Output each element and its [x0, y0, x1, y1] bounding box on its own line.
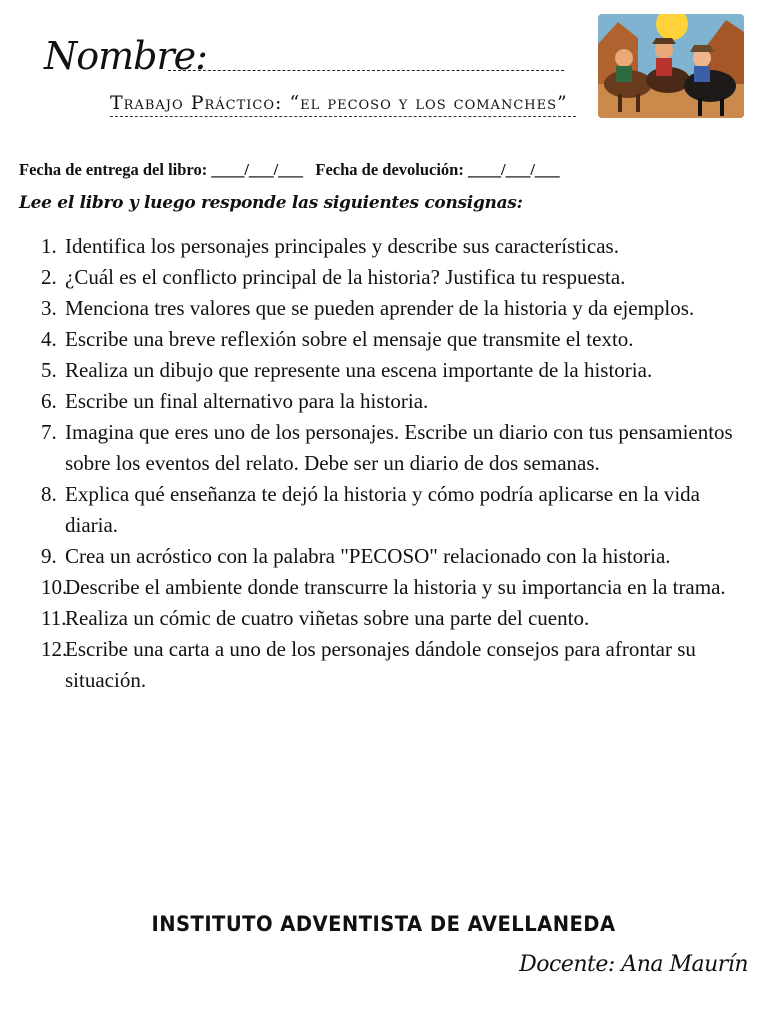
- worksheet-title: Trabajo Práctico: “el pecoso y los comanches”: [110, 92, 568, 114]
- list-item: [0, 572, 768, 603]
- item-text: Realiza un dibujo que represente una escena importante de la historia.: [65, 358, 653, 382]
- name-blank-line[interactable]: [168, 70, 564, 71]
- list-item: [0, 324, 768, 355]
- list-item: [0, 355, 768, 386]
- item-number: 5.: [41, 358, 57, 382]
- item-number: 1.: [41, 234, 57, 258]
- item-number: 10.: [41, 575, 68, 599]
- questions-list: [0, 231, 768, 696]
- school-name: [0, 912, 768, 936]
- item-text: Escribe una carta a uno de los personajes dándole consejos para afrontar su situación.: [65, 637, 696, 692]
- item-text: ¿Cuál es el conflicto principal de la historia? Justifica tu respuesta.: [65, 265, 626, 289]
- list-item: [0, 262, 768, 293]
- list-item: [0, 386, 768, 417]
- item-text: Explica qué enseñanza te dejó la historia y cómo podría aplicarse en la vida diaria.: [65, 482, 700, 537]
- teacher-signature: Docente: Ana Maurín: [519, 952, 748, 977]
- item-text: Imagina que eres uno de los personajes. Escribe un diario con tus pensamientos sobre los eventos del relato. Debe ser un diario de dos semanas.: [65, 420, 733, 475]
- item-number: 11.: [41, 606, 67, 630]
- item-text: Realiza un cómic de cuatro viñetas sobre una parte del cuento.: [65, 606, 590, 630]
- item-text: Crea un acróstico con la palabra "PECOSO" relacionado con la historia.: [65, 544, 671, 568]
- list-item: [0, 417, 768, 479]
- item-number: 9.: [41, 544, 57, 568]
- title-underline: [110, 116, 576, 117]
- item-text: Escribe un final alternativo para la historia.: [65, 389, 429, 413]
- instruction-heading: Lee el libro y luego responde las siguientes consignas:: [19, 193, 523, 213]
- item-number: 12.: [41, 637, 68, 661]
- list-item: [0, 231, 768, 262]
- list-item: [0, 603, 768, 634]
- header: [0, 0, 768, 150]
- list-item: [0, 479, 768, 541]
- item-number: 7.: [41, 420, 57, 444]
- list-item: [0, 541, 768, 572]
- item-text: Escribe una breve reflexión sobre el mensaje que transmite el texto.: [65, 327, 634, 351]
- item-text: Menciona tres valores que se pueden aprender de la historia y da ejemplos.: [65, 296, 695, 320]
- cowboys-and-horses-illustration: [598, 14, 744, 118]
- school-name-text: INSTITUTO ADVENTISTA DE AVELLANEDA: [151, 912, 617, 936]
- item-number: 3.: [41, 296, 57, 320]
- list-item: [0, 293, 768, 324]
- illustration-svg: [598, 14, 744, 118]
- name-label: Nombre:: [44, 34, 207, 78]
- book-dates-line: Fecha de entrega del libro: ____/___/___ Fecha de devolución: ____/___/___: [19, 160, 560, 179]
- item-number: 2.: [41, 265, 57, 289]
- item-number: 4.: [41, 327, 57, 351]
- item-text: Identifica los personajes principales y describe sus características.: [65, 234, 619, 258]
- item-text: Describe el ambiente donde transcurre la historia y su importancia en la trama.: [65, 575, 726, 599]
- item-number: 6.: [41, 389, 57, 413]
- item-number: 8.: [41, 482, 57, 506]
- list-item: [0, 634, 768, 696]
